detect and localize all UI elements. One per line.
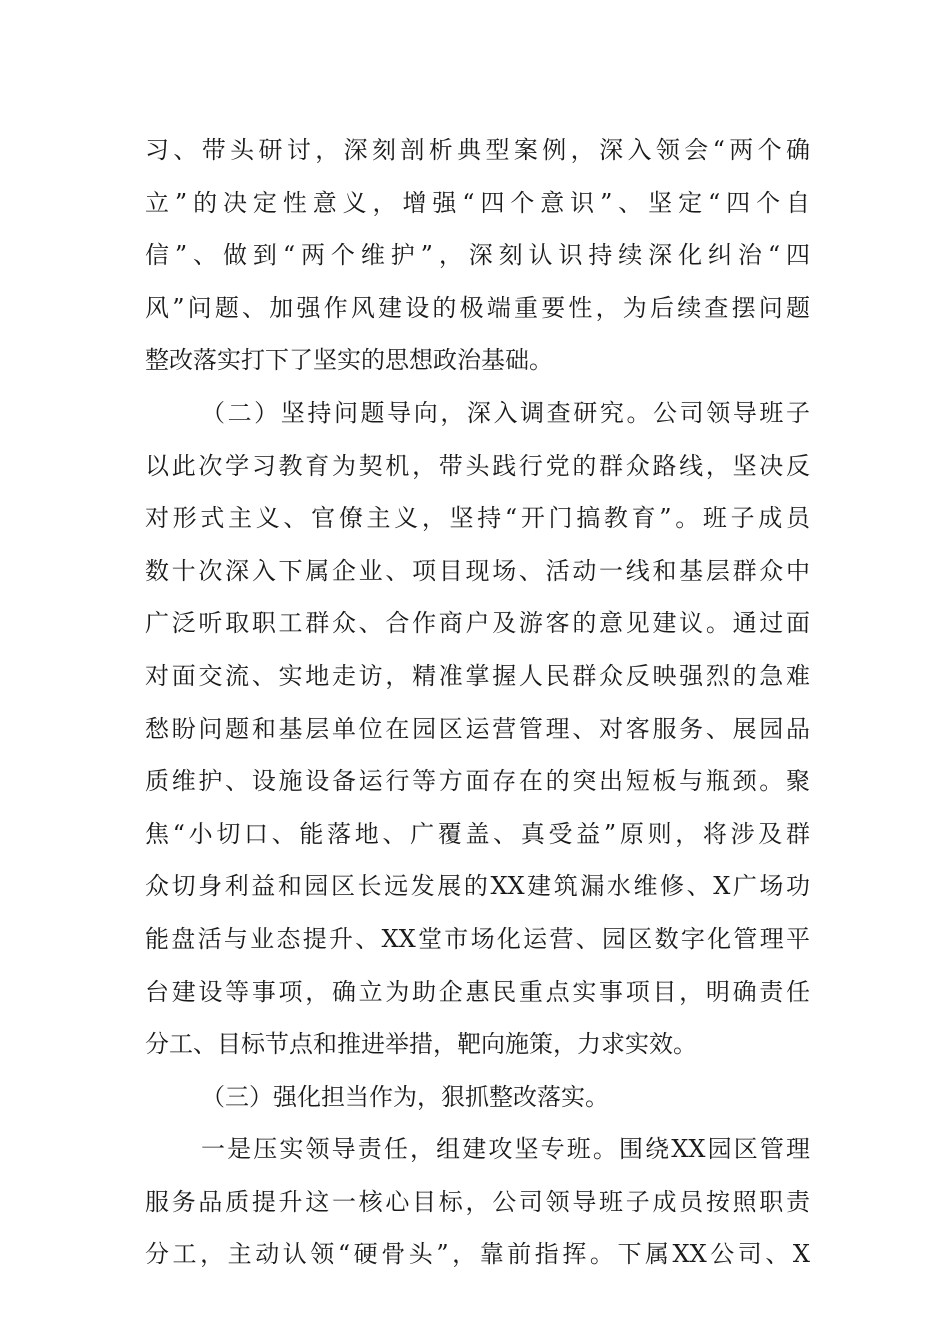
text-line: 风”问题、加强作风建设的极端重要性，为后续查摆问题 <box>145 293 810 322</box>
text-line: 对面交流、实地走访，精准掌握人民群众反映强烈的急难 <box>145 661 810 690</box>
text-line: 台建设等事项，确立为助企惠民重点实事项目，明确责任 <box>145 977 810 1006</box>
text-line: 整改落实打下了坚实的思想政治基础。 <box>145 346 553 375</box>
section-heading-line: （二）坚持问题导向，深入调查研究。公司领导班子 <box>201 398 810 427</box>
text-line: 以此次学习教育为契机，带头践行党的群众路线，坚决反 <box>145 451 810 480</box>
text-line: 数十次深入下属企业、项目现场、活动一线和基层群众中 <box>145 556 810 585</box>
text-line: 分工、目标节点和推进举措，靶向施策，力求实效。 <box>145 1030 697 1059</box>
text-line: 立”的决定性意义，增强“四个意识”、坚定“四个自 <box>145 188 810 217</box>
text-line: 愁盼问题和基层单位在园区运营管理、对客服务、展园品 <box>145 714 810 743</box>
text-line: 服务品质提升这一核心目标，公司领导班子成员按照职责 <box>145 1187 810 1216</box>
text-line: 广泛听取职工群众、合作商户及游客的意见建议。通过面 <box>145 609 810 638</box>
text-line: 对形式主义、官僚主义，坚持“开门搞教育”。班子成员 <box>145 504 810 533</box>
paragraph-start-line: 一是压实领导责任，组建攻坚专班。围绕XX园区管理 <box>201 1135 810 1164</box>
text-line: 分工，主动认领“硬骨头”，靠前指挥。下属XX公司、X <box>145 1240 810 1269</box>
text-line: 能盘活与业态提升、XX堂市场化运营、园区数字化管理平 <box>145 924 810 953</box>
text-line: 众切身利益和园区长远发展的XX建筑漏水维修、X广场功 <box>145 872 810 901</box>
document-body <box>145 124 810 1281</box>
text-line: 质维护、设施设备运行等方面存在的突出短板与瓶颈。聚 <box>145 767 810 796</box>
text-line: 信”、做到“两个维护”，深刻认识持续深化纠治“四 <box>145 241 810 270</box>
section-heading: （三）强化担当作为，狠抓整改落实。 <box>201 1082 609 1111</box>
text-line: 焦“小切口、能落地、广覆盖、真受益”原则，将涉及群 <box>145 819 810 848</box>
text-line: 习、带头研讨，深刻剖析典型案例，深入领会“两个确 <box>145 136 810 164</box>
